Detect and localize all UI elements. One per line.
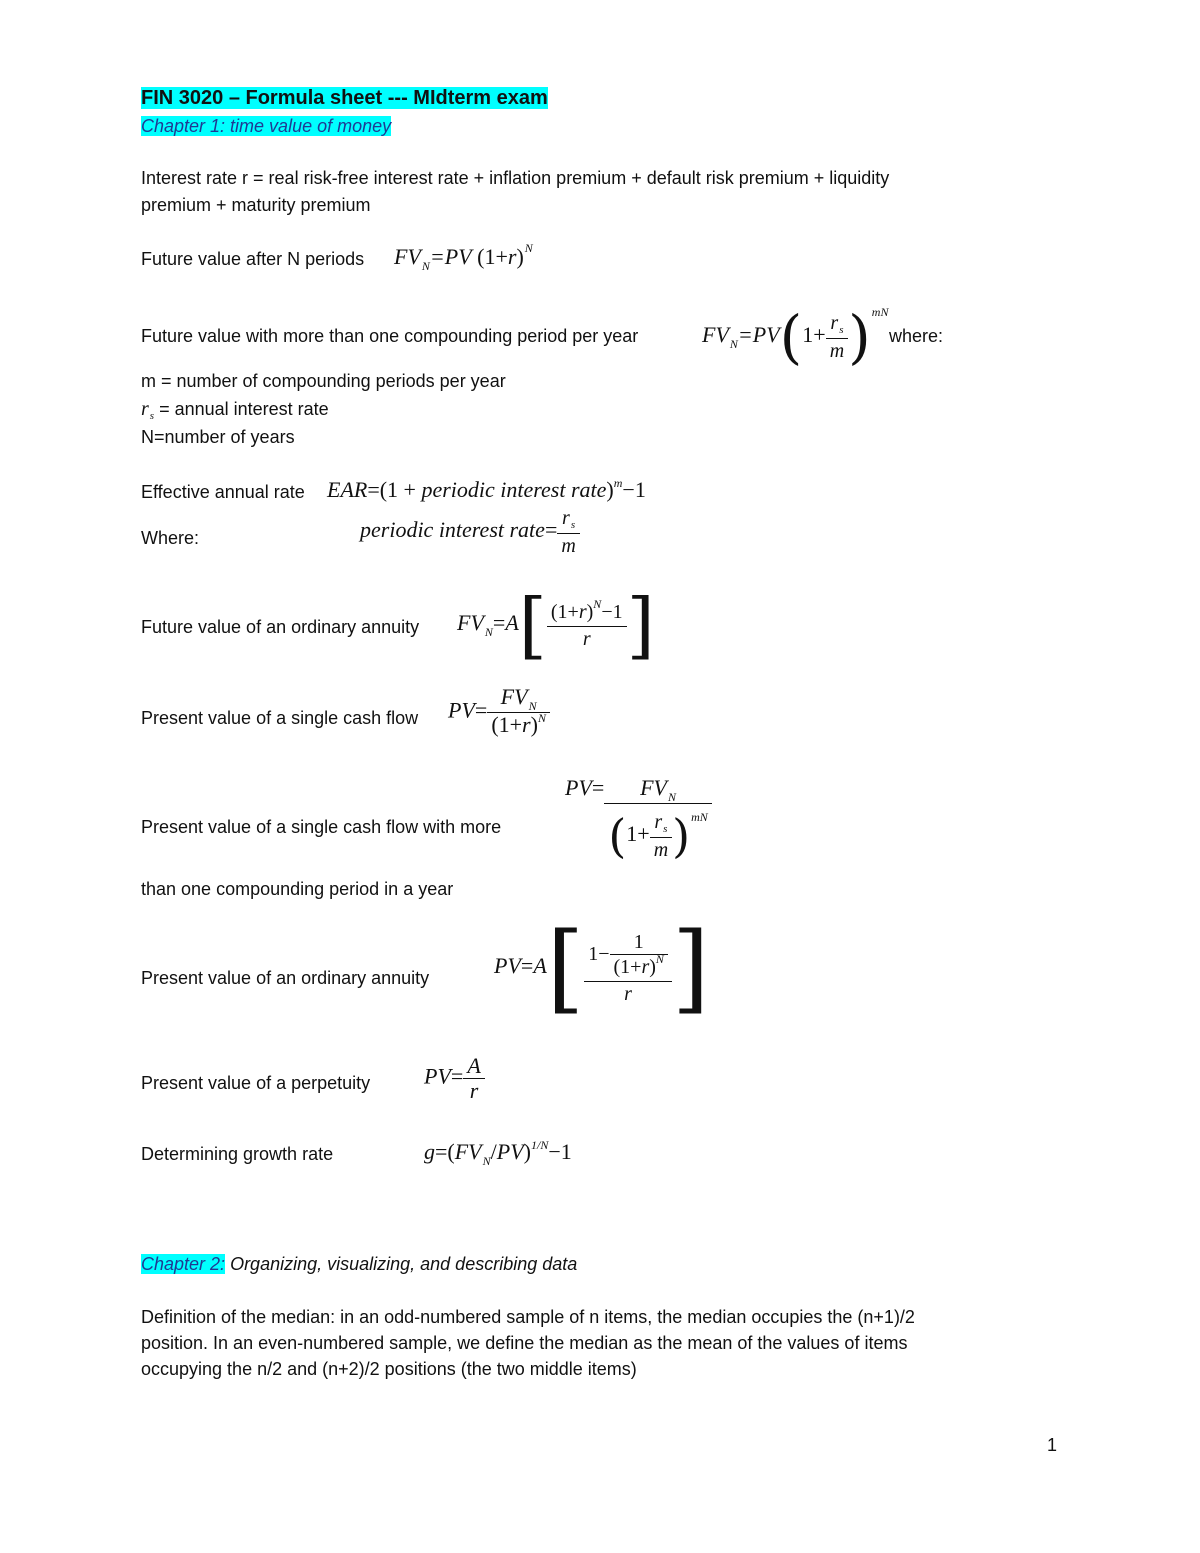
m-definition: m = number of compounding periods per year — [141, 371, 506, 391]
where-label: where: — [889, 326, 944, 346]
fv-annuity-label: Future value of an ordinary annuity — [141, 617, 420, 637]
ear-label: Effective annual rate — [141, 482, 305, 502]
pv-perpetuity-formula: PV= $\frac{A}{r}$ — [424, 1054, 485, 1103]
rs-definition-text: = annual interest rate — [154, 399, 329, 419]
pv-single-label: Present value of a single cash flow — [141, 708, 419, 728]
pv-single-more-label: Present value of a single cash flow with more — [141, 817, 502, 837]
pv-annuity-formula: PV=A[ 1− $\frac{1}{(1+r)^N}$ r ] — [494, 912, 710, 1024]
chapter1-text: Chapter 1: time value of money — [141, 116, 392, 136]
fv-annuity-formula: $FV_N=A$[ $\frac{(1+r)^N-1}{r}$ ] — [457, 583, 655, 667]
pv-single-more-label2: than one compounding period in a year — [141, 879, 454, 899]
interest-rate-line1: Interest rate r = real risk-free interest rate + inflation premium + default risk premium + liquidity — [141, 168, 890, 188]
chapter2-title: Organizing, visualizing, and describing data — [225, 1254, 578, 1274]
n-definition: N=number of years — [141, 427, 295, 447]
median-line1: Definition of the median: in an odd-numbered sample of n items, the median occupies the (n+1)/2 — [141, 1307, 915, 1327]
pv-single-more-formula: PV= $FV_N$ (1+ $\frac{r_s}{m}$ )$^{mN}$ — [565, 776, 712, 867]
pv-single-formula: PV= $\frac{FV_N}{(1+r)^N}$ — [448, 685, 550, 740]
growth-label: Determining growth rate — [141, 1144, 334, 1164]
median-line3: occupying the n/2 and (n+2)/2 positions (the two middle items) — [141, 1359, 637, 1379]
pv-annuity-label: Present value of an ordinary annuity — [141, 968, 430, 988]
fv-label: Future value after N periods — [141, 249, 365, 269]
chapter2-heading — [141, 1252, 577, 1276]
growth-formula: $g=(FV_N/PV)^{1/N}-1$ — [424, 1138, 572, 1168]
fv-more-formula: $FV_N=PV(1+$ $\frac{r_s}{m}$ )$^{mN}$ — [702, 302, 889, 371]
fv-formula: $FV_N=PV$ $(1+r)^N$ — [394, 241, 533, 273]
fv-more-label: Future value with more than one compounding period per year — [141, 326, 639, 346]
page-title — [141, 86, 548, 110]
ear-formula: EAR=(1 + periodic interest rate)$^m$−1 — [327, 476, 646, 502]
periodic-rate-formula: periodic interest rate= $\frac{r_s}{m}$ — [360, 506, 580, 558]
median-line2: position. In an even-numbered sample, we define the median as the mean of the values of items — [141, 1333, 908, 1353]
interest-rate-line2: premium + maturity premium — [141, 195, 371, 215]
chapter1-heading — [141, 114, 391, 138]
chapter2-prefix: Chapter 2: — [141, 1254, 226, 1274]
rs-definition: $r_s$ = annual interest rate — [141, 398, 329, 422]
pv-perpetuity-label: Present value of a perpetuity — [141, 1073, 371, 1093]
title-highlight: FIN 3020 – Formula sheet --- MIdterm exam — [141, 87, 548, 109]
where2-label: Where: — [141, 528, 200, 548]
page-number: 1 — [1047, 1435, 1058, 1455]
